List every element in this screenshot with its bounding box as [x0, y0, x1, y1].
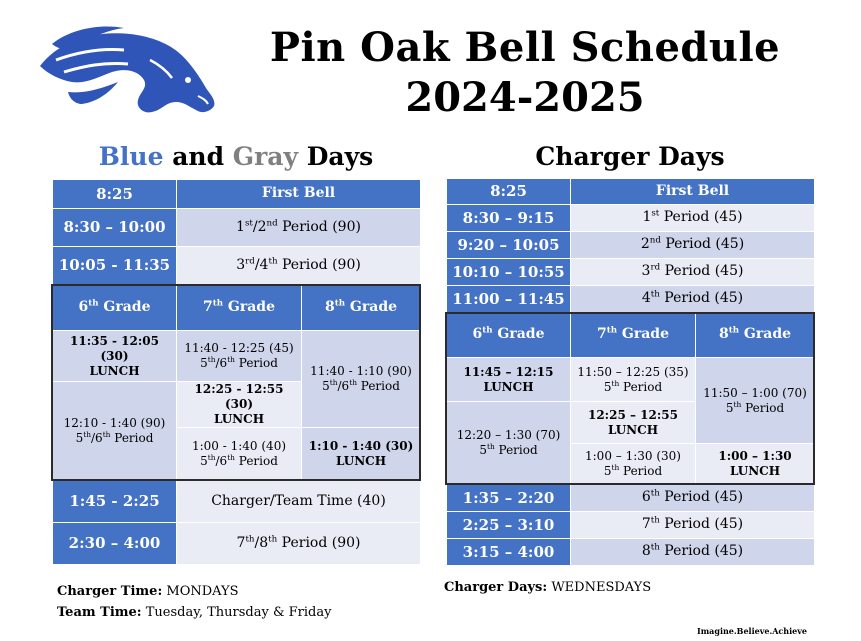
- charger-days-heading: Charger Days: [535, 142, 725, 171]
- page-subtitle-year: 2024-2025: [405, 74, 645, 121]
- table-row: [447, 232, 815, 259]
- page-title: Pin Oak Bell Schedule: [269, 24, 781, 71]
- grade-7-header: 7th Grade: [571, 313, 696, 358]
- desc-cell: 1st Period (45): [571, 205, 815, 232]
- desc-cell: 3rd/4th Period (90): [177, 247, 421, 285]
- desc-cell: 2nd Period (45): [571, 232, 815, 259]
- grade-8-header: 8th Grade: [696, 313, 815, 358]
- grade-7-period-cell: 11:50 – 12:25 (35) 5th Period: [571, 358, 696, 402]
- grade-8-period-cell: 11:50 – 1:00 (70) 5th Period: [696, 358, 815, 444]
- time-cell: 2:25 – 3:10: [447, 512, 571, 539]
- desc-cell: 8th Period (45): [571, 539, 815, 566]
- grade-8-period-cell: 11:40 - 1:10 (90) 5th/6th Period: [302, 331, 421, 428]
- charger-horse-logo: [38, 22, 218, 120]
- grade-7-header: 7th Grade: [177, 285, 302, 331]
- grade-6-lunch-cell: 11:45 – 12:15 LUNCH: [447, 358, 571, 402]
- grade-7-period-cell: 1:00 - 1:40 (40) 5th/6th Period: [177, 428, 302, 481]
- table-row: [447, 179, 815, 205]
- grade-7-period-cell: 11:40 - 12:25 (45) 5th/6th Period: [177, 331, 302, 382]
- table-row: [447, 358, 815, 402]
- time-cell: 1:45 - 2:25: [53, 481, 177, 523]
- desc-cell: 1st/2nd Period (90): [177, 209, 421, 247]
- time-cell: 9:20 – 10:05: [447, 232, 571, 259]
- time-cell: 8:30 – 10:00: [53, 209, 177, 247]
- heading-word-and: and: [163, 142, 233, 171]
- table-row: [447, 539, 815, 566]
- grade-header-row: [447, 313, 815, 358]
- table-row: [53, 247, 421, 285]
- time-cell: 8:25: [53, 180, 177, 209]
- time-cell: 10:10 – 10:55: [447, 259, 571, 286]
- desc-cell: 3rd Period (45): [571, 259, 815, 286]
- table-row: [53, 180, 421, 209]
- desc-cell: 7th/8th Period (90): [177, 523, 421, 565]
- grade-6-header: 6th Grade: [447, 313, 571, 358]
- table-row: [53, 209, 421, 247]
- desc-cell: First Bell: [177, 180, 421, 209]
- time-cell: 3:15 – 4:00: [447, 539, 571, 566]
- time-cell: 10:05 - 11:35: [53, 247, 177, 285]
- grade-6-lunch-cell: 11:35 - 12:05 (30) LUNCH: [53, 331, 177, 382]
- desc-cell: First Bell: [571, 179, 815, 205]
- table-row: [447, 512, 815, 539]
- table-row: [447, 259, 815, 286]
- charger-days-note: Charger Days: WEDNESDAYS: [444, 580, 652, 595]
- time-cell: 1:35 – 2:20: [447, 485, 571, 512]
- grade-8-lunch-cell: 1:10 - 1:40 (30) LUNCH: [302, 428, 421, 481]
- desc-cell: 7th Period (45): [571, 512, 815, 539]
- grade-7-lunch-cell: 12:25 – 12:55 LUNCH: [571, 402, 696, 444]
- time-cell: 8:30 – 9:15: [447, 205, 571, 232]
- grade-7-period-cell: 1:00 – 1:30 (30) 5th Period: [571, 444, 696, 485]
- grade-7-lunch-cell: 12:25 - 12:55 (30) LUNCH: [177, 382, 302, 428]
- table-row: [53, 481, 421, 523]
- desc-cell: 6th Period (45): [571, 485, 815, 512]
- blue-gray-days-heading: [52, 142, 420, 171]
- blue-gray-schedule-table: [52, 179, 421, 565]
- time-cell: 2:30 – 4:00: [53, 523, 177, 565]
- desc-cell: Charger/Team Time (40): [177, 481, 421, 523]
- table-row: [447, 485, 815, 512]
- team-time-note: Team Time: Tuesday, Thursday & Friday: [57, 605, 332, 620]
- table-row: [53, 523, 421, 565]
- charger-days-schedule-table: [446, 178, 815, 566]
- table-row: [447, 286, 815, 313]
- grade-6-period-cell: 12:20 – 1:30 (70) 5th Period: [447, 402, 571, 485]
- time-cell: 11:00 – 11:45: [447, 286, 571, 313]
- grade-8-header: 8th Grade: [302, 285, 421, 331]
- heading-word-blue: Blue: [98, 142, 164, 171]
- table-row: [447, 205, 815, 232]
- desc-cell: 4th Period (45): [571, 286, 815, 313]
- motto-tagline: Imagine.Believe.Achieve: [696, 626, 807, 636]
- grade-6-header: 6th Grade: [53, 285, 177, 331]
- heading-word-gray: Gray: [232, 142, 299, 171]
- time-cell: 8:25: [447, 179, 571, 205]
- charger-time-note: Charger Time: MONDAYS: [57, 584, 239, 599]
- grade-header-row: [53, 285, 421, 331]
- grade-6-period-cell: 12:10 - 1:40 (90) 5th/6th Period: [53, 382, 177, 481]
- table-row: [53, 331, 421, 382]
- grade-8-lunch-cell: 1:00 – 1:30 LUNCH: [696, 444, 815, 485]
- heading-word-days: Days: [298, 142, 374, 171]
